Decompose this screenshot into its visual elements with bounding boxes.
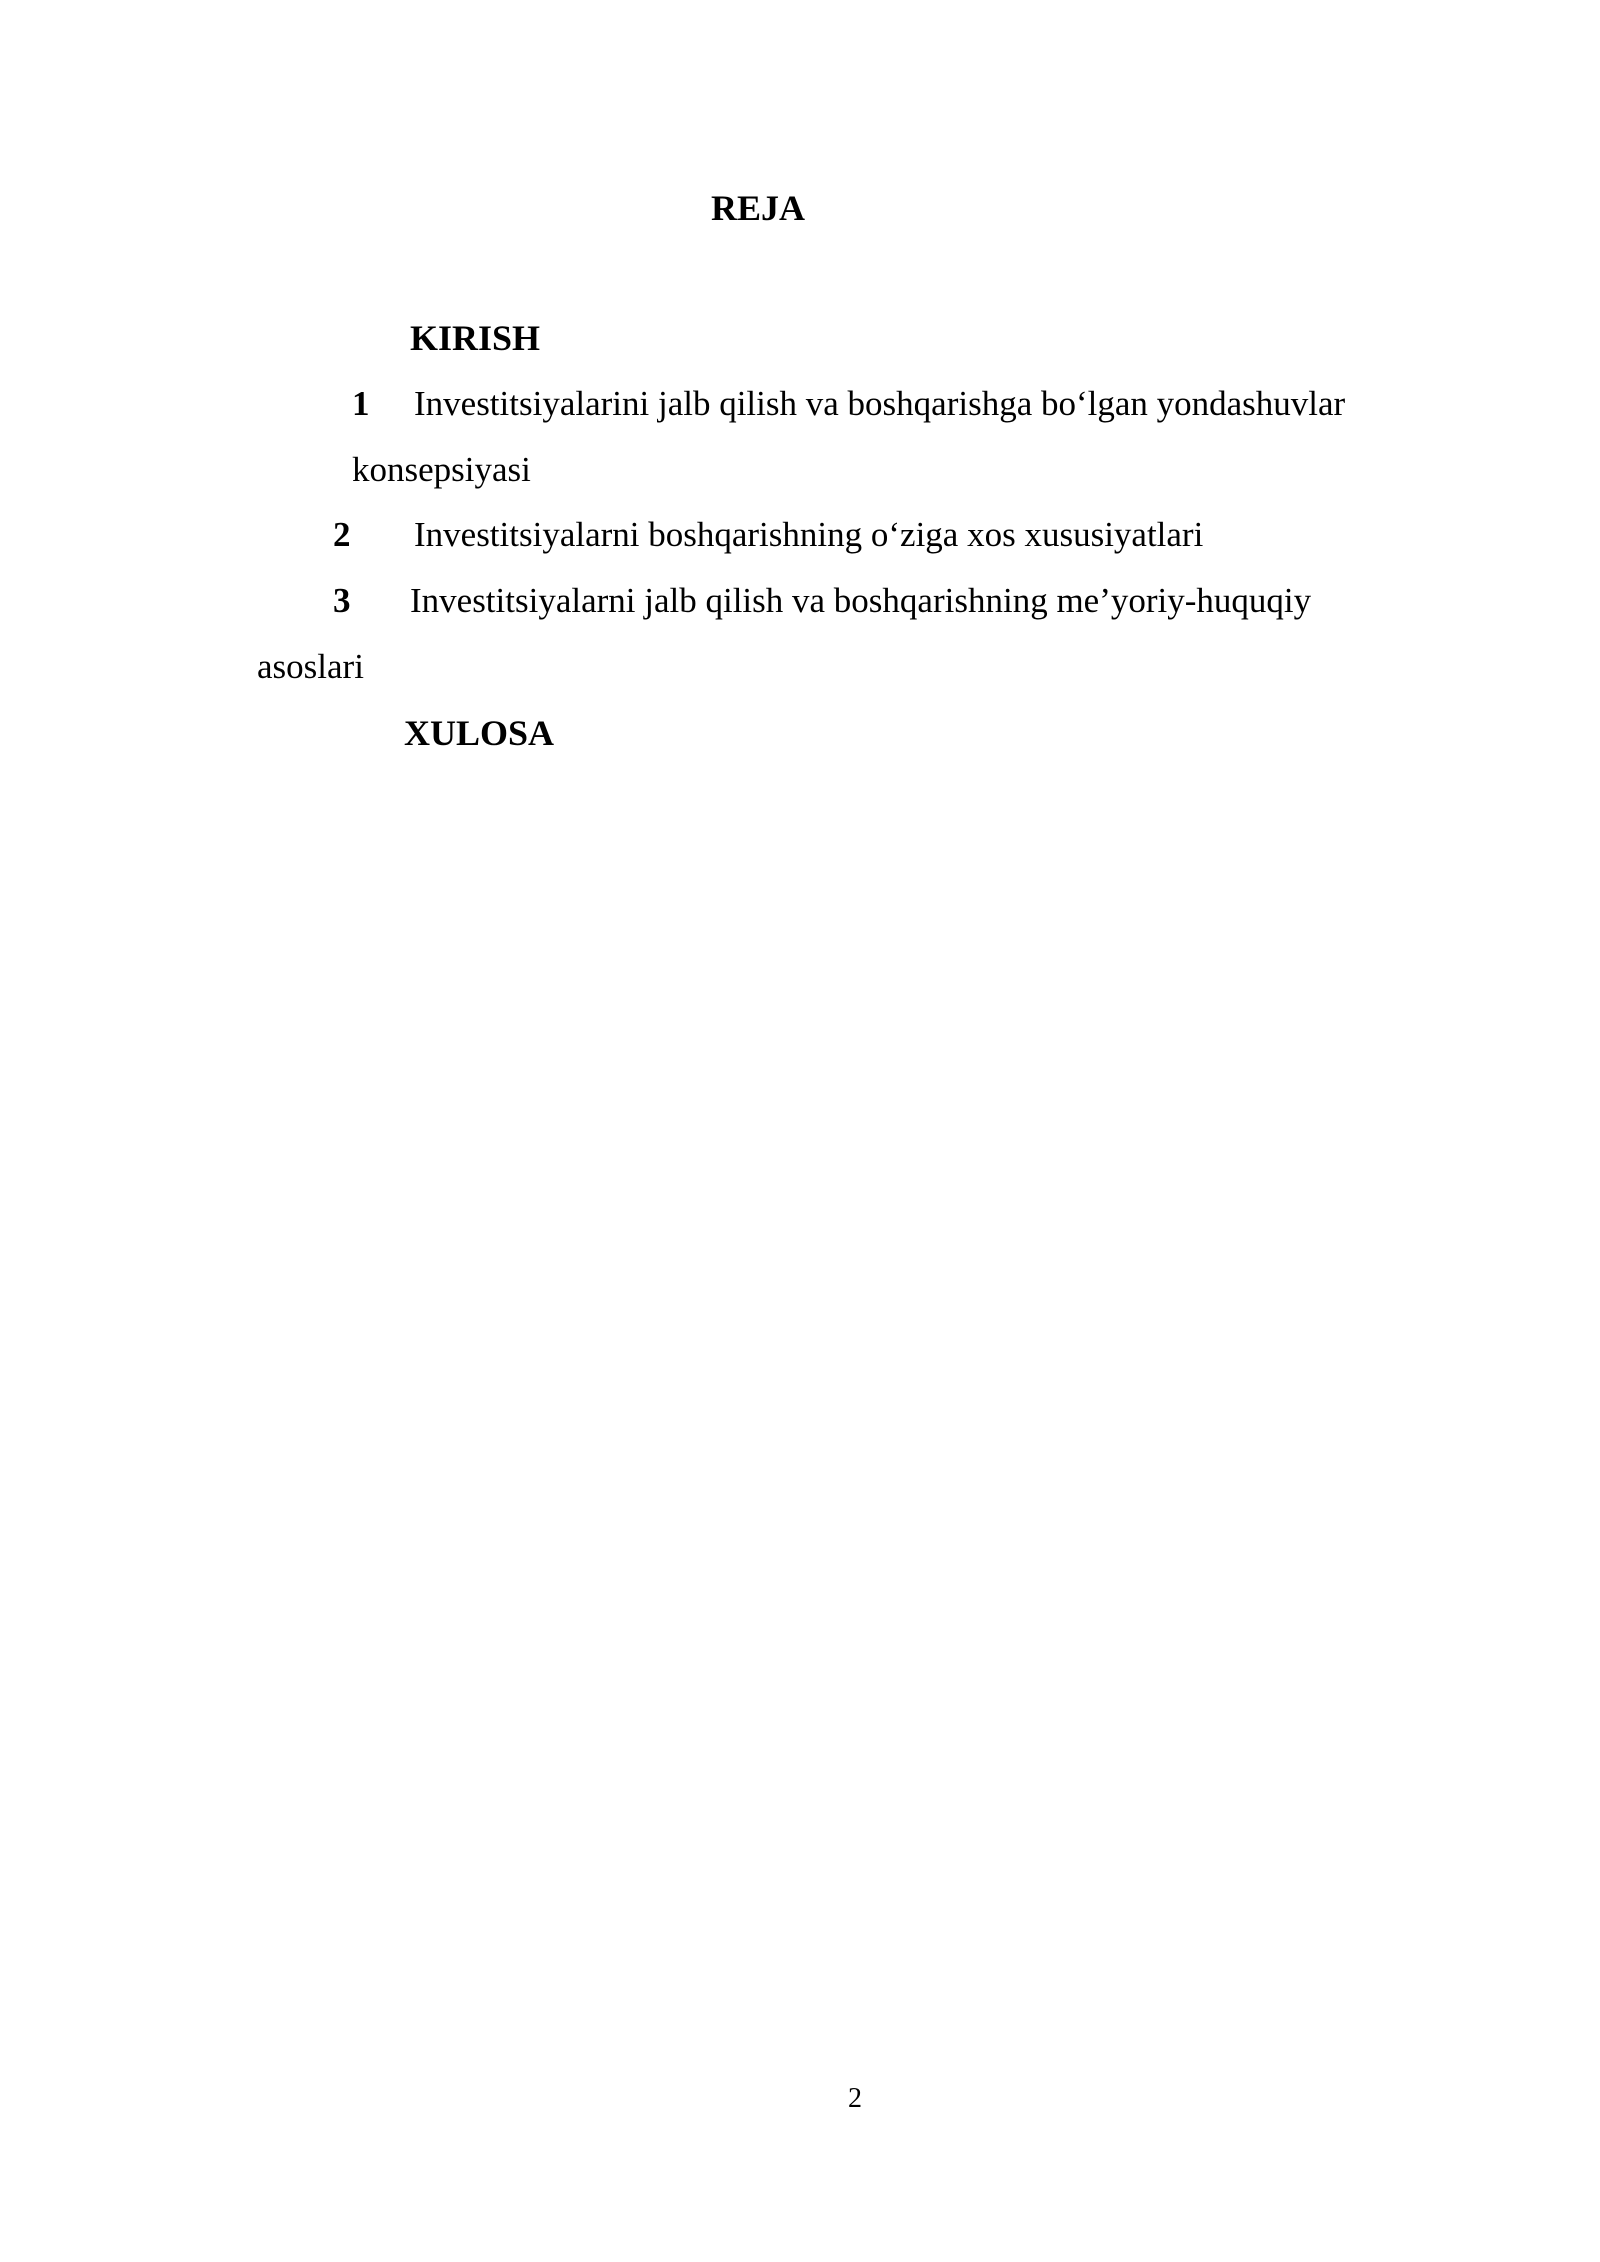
intro-heading: KIRISH <box>410 318 541 358</box>
item-2-text: Investitsiyalarni boshqarishning o‘ziga xos xususiyatlari <box>414 515 1204 554</box>
item-1-text-continued: konsepsiyasi <box>352 450 531 489</box>
item-3-text: Investitsiyalarni jalb qilish va boshqarishning me’yoriy-huquqiy <box>410 581 1312 620</box>
item-3-number: 3 <box>333 581 351 620</box>
item-3-text-continued: asoslari <box>257 647 364 686</box>
page-title: REJA <box>711 188 806 228</box>
item-1-text: Investitsiyalarini jalb qilish va boshqarishga bo‘lgan yondashuvlar <box>414 384 1346 423</box>
page-number: 2 <box>848 2083 862 2114</box>
item-1-number: 1 <box>352 384 370 423</box>
conclusion-heading: XULOSA <box>404 713 555 753</box>
item-2-number: 2 <box>333 515 351 554</box>
